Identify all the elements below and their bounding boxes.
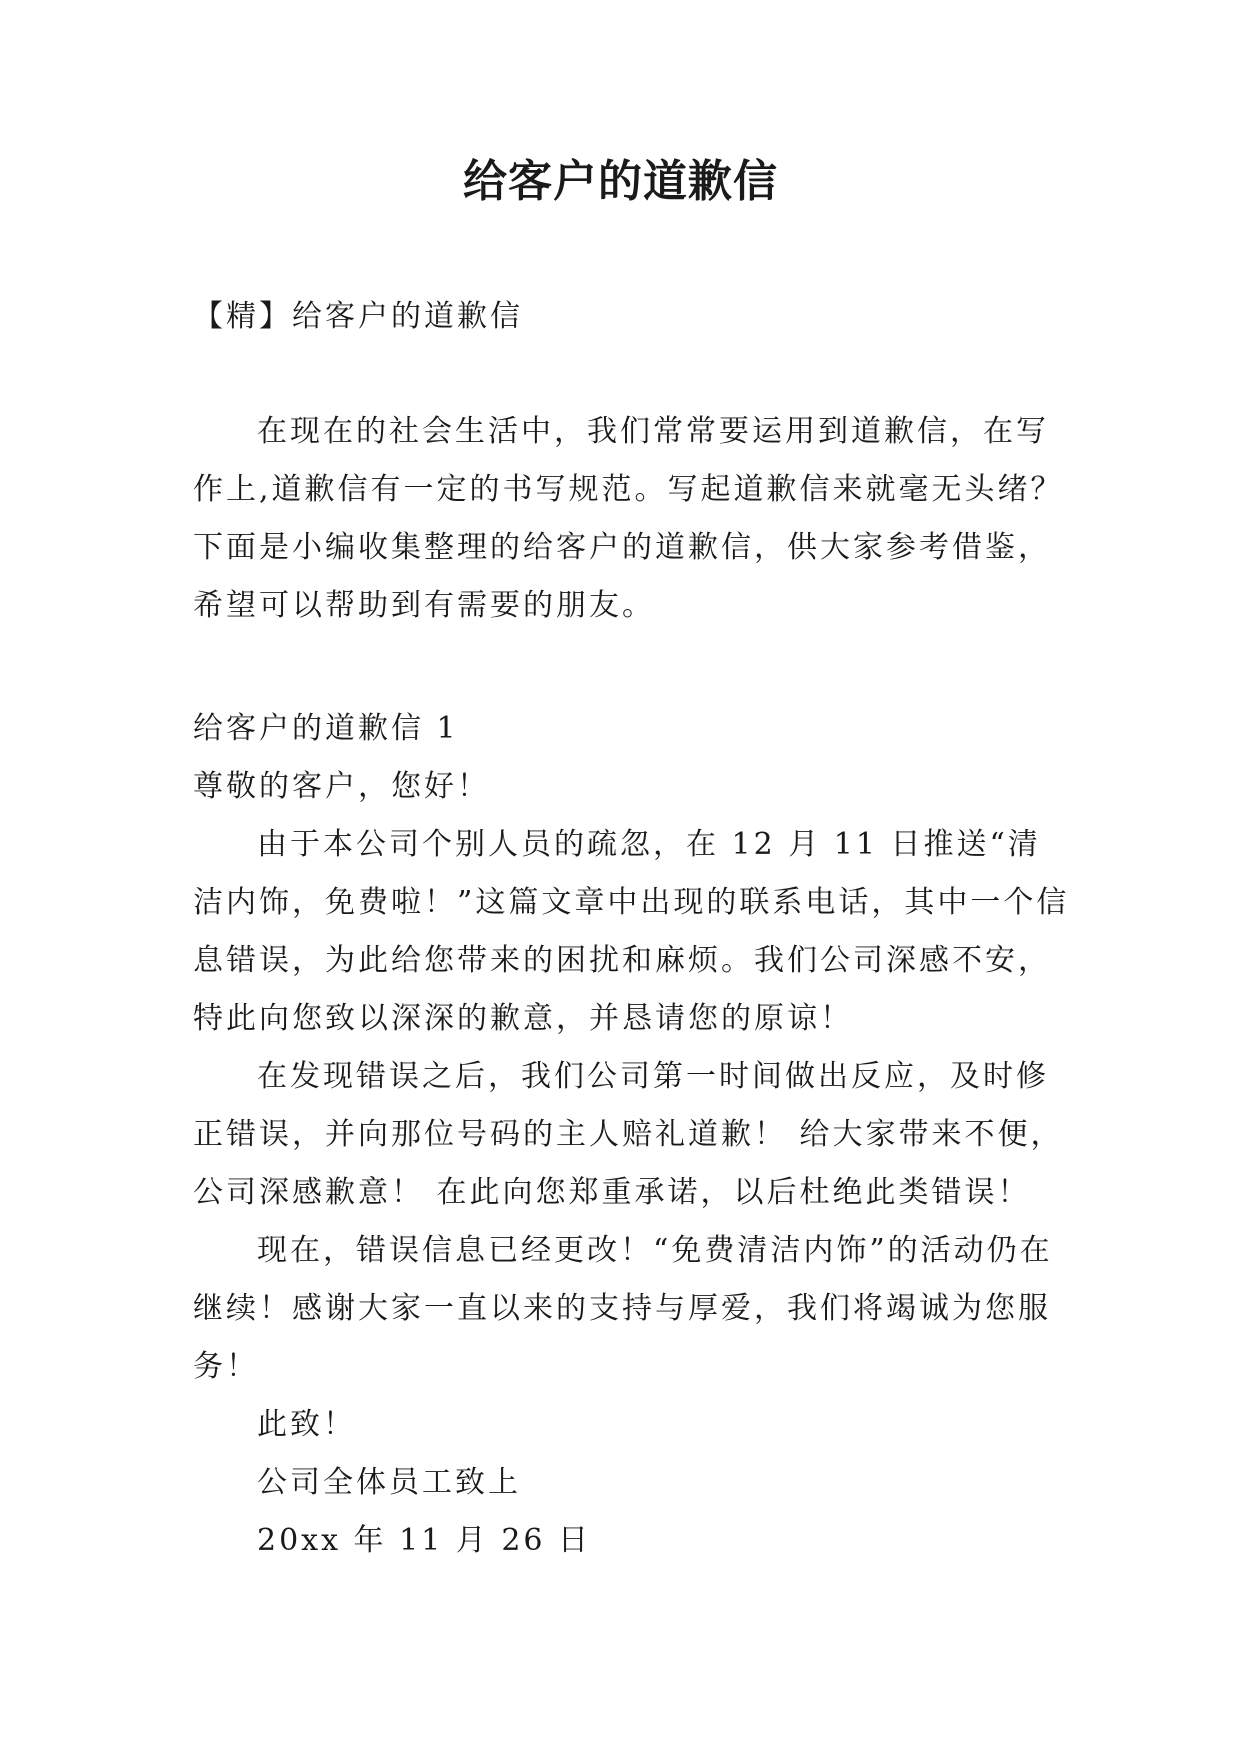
letter-salutation: 尊敬的客户，您好！ — [193, 769, 490, 804]
letter-signature: 公司全体员工致上 — [257, 1465, 521, 1500]
letter-heading: 给客户的道歉信 1 — [193, 711, 459, 746]
letter-paragraph: 由于本公司个别人员的疏忽，在 12 月 11 日推送“清洁内饰，免费啦！”这篇文章中出现的联系电话，其中一个信息错误，为此给您带来的困扰和麻烦。我们公司深感不安，特此向您致以深深的歉意，并恳请您的原谅！ — [193, 827, 1070, 1036]
document-title: 给客户的道歉信 — [463, 156, 778, 207]
letter-paragraph: 现在，错误信息已经更改！“免费清洁内饰”的活动仍在继续！感谢大家一直以来的支持与厚爱，我们将竭诚为您服务！ — [193, 1233, 1053, 1384]
letter-date: 20xx 年 11 月 26 日 — [257, 1523, 592, 1558]
intro-paragraph: 在现在的社会生活中，我们常常要运用到道歉信，在写作上,道歉信有一定的书写规范。写起道歉信来就毫无头绪？下面是小编收集整理的给客户的道歉信，供大家参考借鉴，希望可以帮助到有需要的朋友。 — [193, 414, 1064, 623]
letter-section — [193, 700, 1073, 1570]
letter-closing: 此致！ — [257, 1407, 356, 1442]
letter-paragraph: 在发现错误之后，我们公司第一时间做出反应，及时修正错误，并向那位号码的主人赔礼道歉！ 给大家带来不便，公司深感歉意！ 在此向您郑重承诺，以后杜绝此类错误！ — [193, 1059, 1064, 1210]
document-subtitle: 【精】给客户的道歉信 — [193, 299, 523, 334]
